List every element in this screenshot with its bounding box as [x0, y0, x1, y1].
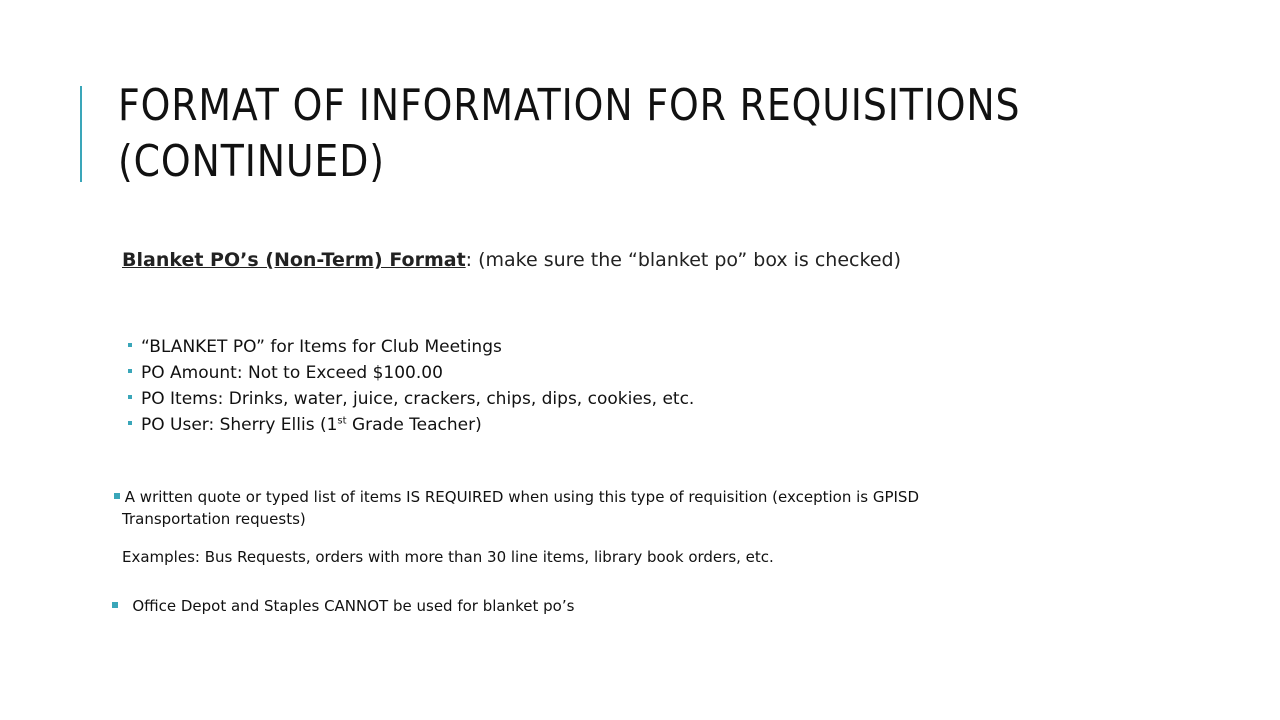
- square-bullet-icon: [112, 602, 118, 608]
- list-item: [128, 412, 694, 438]
- vendor-note-text: Office Depot and Staples CANNOT be used for blanket po’s: [132, 597, 575, 615]
- quote-note-line-1: A written quote or typed list of items IS REQUIRED when using this type of requisition (exception is GPISD: [124, 488, 920, 506]
- vendor-restriction-note: [112, 596, 574, 616]
- list-item-text: PO Amount: Not to Exceed $100.00: [141, 363, 443, 383]
- list-item-text: PO Items: Drinks, water, juice, crackers, chips, dips, cookies, etc.: [141, 389, 695, 409]
- square-bullet-icon: [128, 343, 132, 347]
- quote-note-line-2: Transportation requests): [122, 510, 306, 528]
- po-details-list: [128, 334, 694, 438]
- list-item-text: “BLANKET PO” for Items for Club Meetings: [141, 337, 502, 357]
- title-line-1: FORMAT OF INFORMATION FOR REQUISITIONS: [118, 80, 1021, 131]
- list-item-text-post: Grade Teacher): [346, 415, 482, 435]
- subtitle-lead: Blanket PO’s (Non-Term) Format: [122, 249, 466, 271]
- list-item-text-pre: PO User: Sherry Ellis (1: [141, 415, 338, 435]
- square-bullet-icon: [128, 395, 132, 399]
- list-item: [128, 386, 694, 412]
- square-bullet-icon: [114, 493, 120, 499]
- examples-text: Examples: Bus Requests, orders with more than 30 line items, library book orders, etc.: [122, 548, 774, 566]
- square-bullet-icon: [128, 421, 132, 425]
- ordinal-suffix: st: [337, 415, 347, 427]
- quote-requirement-note: [114, 486, 919, 530]
- slide-title: [118, 78, 1020, 190]
- list-item: [128, 334, 694, 360]
- list-item: [128, 360, 694, 386]
- square-bullet-icon: [128, 369, 132, 373]
- section-subtitle: [122, 249, 901, 271]
- subtitle-rest: : (make sure the “blanket po” box is checked): [465, 249, 901, 271]
- title-accent-bar: [80, 86, 82, 182]
- title-line-2: (CONTINUED): [118, 136, 385, 187]
